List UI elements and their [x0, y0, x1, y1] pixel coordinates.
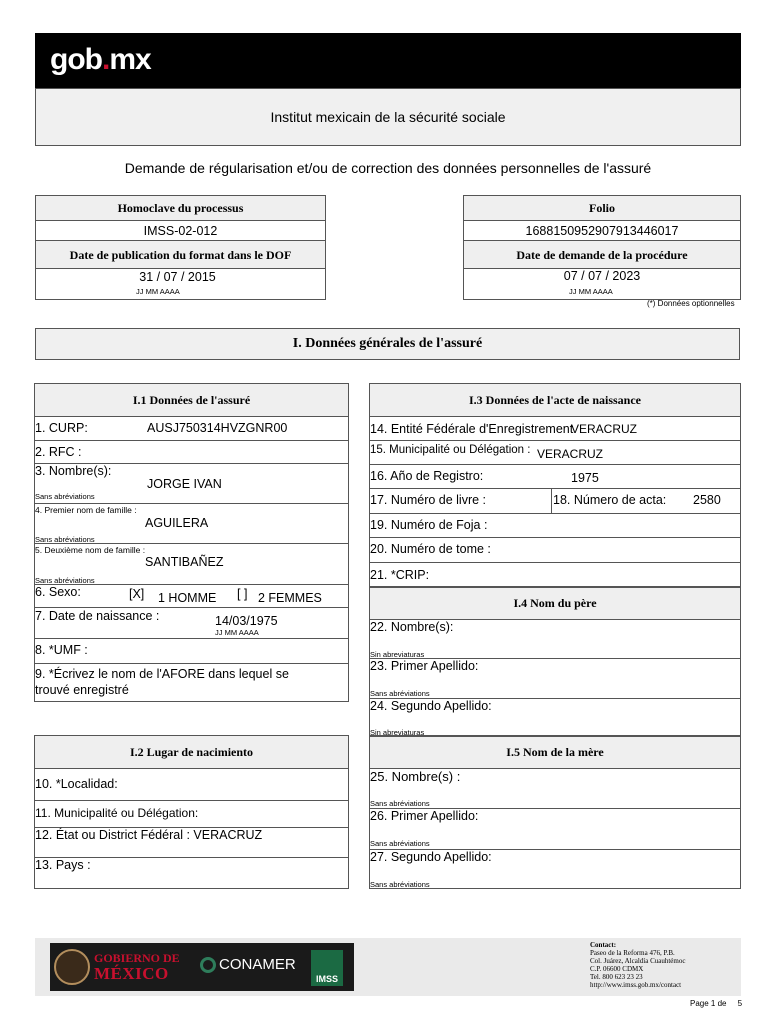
tome-label: 20. Numéro de tome :: [370, 542, 491, 556]
process-info-box: [35, 195, 326, 300]
reqdate-header: Date de demande de la procédure: [464, 241, 740, 269]
page-number: Page 1 de 5: [690, 999, 743, 1008]
row-father-segundo[interactable]: [370, 699, 740, 737]
panel-father: [369, 587, 741, 736]
panel-mother: [369, 736, 741, 889]
row-afore[interactable]: [35, 664, 348, 703]
institution-banner: [35, 88, 741, 146]
row-crip[interactable]: [370, 563, 740, 588]
contact-title: Contact:: [590, 941, 617, 949]
naiss-hint: JJ MM AAAA: [215, 628, 259, 637]
naiss-label: 7. Date de naissance :: [35, 609, 160, 623]
row-date-naissance[interactable]: [35, 608, 348, 639]
mother-segundo-label: 27. Segundo Apellido:: [370, 850, 492, 864]
rfc-label: 2. RFC :: [35, 445, 82, 459]
nombre-hint: Sans abréviations: [35, 492, 95, 501]
localidad-label: 10. *Localidad:: [35, 777, 118, 791]
imss-text: IMSS: [315, 974, 338, 984]
umf-label: 8. *UMF :: [35, 643, 88, 657]
row-umf[interactable]: [35, 639, 348, 664]
panel-birth-certificate-title: I.3 Données de l'acte de naissance: [370, 384, 740, 417]
sexo-checkbox-homme[interactable]: [X]: [129, 587, 145, 601]
premier-label: 4. Premier nom de famille :: [35, 505, 137, 515]
foja-label: 19. Numéro de Foja :: [370, 518, 488, 532]
conamer-logo: [200, 956, 296, 973]
row-pays[interactable]: [35, 858, 348, 890]
row-anio[interactable]: [370, 465, 740, 489]
homoclave-header: Homoclave du processus: [36, 196, 325, 221]
contact-line: Paseo de la Reforma 476, P.B.: [590, 949, 675, 957]
contact-line: C.P. 06600 CDMX: [590, 965, 644, 973]
entite-value: VERACRUZ: [571, 422, 638, 436]
muni-cert-label: 15. Municipalité ou Délégation :: [370, 444, 531, 456]
row-rfc[interactable]: [35, 441, 348, 464]
document-title: Demande de régularisation et/ou de correction des données personnelles de l'assuré: [124, 160, 652, 176]
row-sexo[interactable]: [35, 585, 348, 608]
panel-birthplace: [34, 735, 349, 889]
section-1-title: I. Données générales de l'assuré: [35, 328, 740, 360]
premier-value: AGUILERA: [145, 516, 209, 530]
livre-label: 17. Numéro de livre :: [370, 493, 487, 507]
nombre-value: JORGE IVAN: [147, 477, 222, 491]
row-mother-nombre[interactable]: [370, 769, 740, 809]
row-father-nombre[interactable]: [370, 620, 740, 659]
contact-block: [590, 941, 685, 989]
gobierno-mexico-text: [94, 951, 180, 983]
deuxieme-value: SANTIBAÑEZ: [145, 555, 224, 569]
mother-primer-label: 26. Primer Apellido:: [370, 809, 479, 823]
sexo-label: 6. Sexo:: [35, 585, 81, 599]
contact-link[interactable]: http://www.imss.gob.mx/contact: [590, 981, 682, 989]
row-tome[interactable]: [370, 538, 740, 563]
panel-mother-title: I.5 Nom de la mère: [370, 737, 740, 769]
reqdate-value: 07 / 07 / 2023: [563, 269, 641, 283]
nombre-label: 3. Nombre(s):: [35, 464, 112, 478]
father-primer-label: 23. Primer Apellido:: [370, 659, 479, 673]
entite-label: 14. Entité Fédérale d'Enregistrement: [370, 422, 574, 436]
mother-nombre-hint: Sans abréviations: [370, 799, 430, 808]
muni-cert-value: VERACRUZ: [537, 447, 604, 461]
row-father-primer[interactable]: [370, 659, 740, 699]
muni-birth-label: 11. Municipalité ou Délégation:: [35, 806, 199, 820]
mother-primer-hint: Sans abréviations: [370, 839, 430, 848]
naiss-value: 14/03/1975: [215, 614, 278, 628]
panel-birthplace-title: I.2 Lugar de nacimiento: [35, 736, 348, 769]
imss-logo: [311, 950, 343, 986]
panel-father-title: I.4 Nom du père: [370, 588, 740, 620]
livre-acta-divider: [551, 489, 552, 514]
reqdate-hint: JJ MM AAAA: [569, 287, 613, 296]
row-entite[interactable]: [370, 417, 740, 441]
father-nombre-label: 22. Nombre(s):: [370, 620, 454, 634]
mother-nombre-label: 25. Nombre(s) :: [370, 769, 461, 784]
row-mother-primer[interactable]: [370, 809, 740, 850]
curp-label: 1. CURP:: [35, 421, 88, 435]
panel-birth-certificate: [369, 383, 741, 587]
contact-line: Col. Juárez, Alcaldía Cuauhtémoc: [590, 957, 686, 965]
row-deuxieme-nom[interactable]: [35, 544, 348, 585]
afore-label-1: 9. *Écrivez le nom de l'AFORE dans lequel se: [35, 667, 289, 681]
folio-header: Folio: [464, 196, 740, 221]
row-muni-birth[interactable]: [35, 801, 348, 828]
institution-name: Institut mexicain de la sécurité sociale: [270, 109, 506, 125]
etat-label: 12. État ou District Fédéral : VERACRUZ: [35, 828, 263, 842]
pubdate-header: Date de publication du format dans le DOF: [36, 241, 325, 269]
anio-value: 1975: [571, 471, 599, 485]
homoclave-value: IMSS-02-012: [36, 221, 325, 241]
premier-hint: Sans abréviations: [35, 535, 95, 544]
gob-line2: MÉXICO: [94, 964, 169, 983]
gob-mx-logo[interactable]: gob.mx: [50, 43, 151, 76]
row-localidad[interactable]: [35, 769, 348, 801]
row-premier-nom[interactable]: [35, 504, 348, 544]
deuxieme-hint: Sans abréviations: [35, 576, 95, 585]
folio-value: 1688150952907913446017: [464, 221, 740, 241]
panel-insured-data: [34, 383, 349, 702]
row-livre-acta[interactable]: [370, 489, 740, 514]
anio-label: 16. Año de Registro:: [370, 469, 484, 483]
gobierno-mexico-logo: [54, 948, 184, 986]
row-foja[interactable]: [370, 514, 740, 538]
father-primer-hint: Sans abréviations: [370, 689, 430, 698]
deuxieme-label: 5. Deuxième nom de famille :: [35, 545, 146, 555]
sexo-option-homme: 1 HOMME: [158, 591, 217, 605]
panel-insured-title: I.1 Données de l'assuré: [35, 384, 348, 417]
acta-value: 2580: [693, 493, 721, 507]
sexo-option-femmes: 2 FEMMES: [258, 591, 322, 605]
pubdate-hint: JJ MM AAAA: [136, 287, 180, 296]
mother-segundo-hint: Sans abréviations: [370, 880, 430, 889]
gob-line1: GOBIERNO DE: [94, 951, 180, 965]
row-curp[interactable]: [35, 417, 348, 441]
folio-box: [463, 195, 741, 300]
afore-label-2: trouvé enregistré: [35, 683, 129, 697]
row-muni-cert[interactable]: [370, 441, 740, 465]
curp-value: AUSJ750314HVZGNR00: [147, 421, 288, 435]
father-segundo-hint: Sin abreviaturas: [370, 728, 425, 737]
conamer-circle-icon: [200, 957, 216, 973]
father-nombre-hint: Sin abreviaturas: [370, 650, 425, 659]
conamer-text: CONAMER: [219, 956, 296, 973]
acta-label: 18. Número de acta:: [553, 493, 667, 507]
sexo-checkbox-femmes[interactable]: [ ]: [237, 587, 248, 601]
pubdate-value: 31 / 07 / 2015: [139, 270, 216, 284]
pays-label: 13. Pays :: [35, 858, 91, 872]
coat-of-arms-icon: [54, 949, 90, 985]
row-etat[interactable]: [35, 828, 348, 858]
row-mother-segundo[interactable]: [370, 850, 740, 890]
crip-label: 21. *CRIP:: [370, 568, 430, 582]
optional-note: (*) Données optionnelles: [647, 299, 735, 308]
row-nombre[interactable]: [35, 464, 348, 504]
contact-line: Tel. 800 623 23 23: [590, 973, 643, 981]
father-segundo-label: 24. Segundo Apellido:: [370, 699, 492, 713]
